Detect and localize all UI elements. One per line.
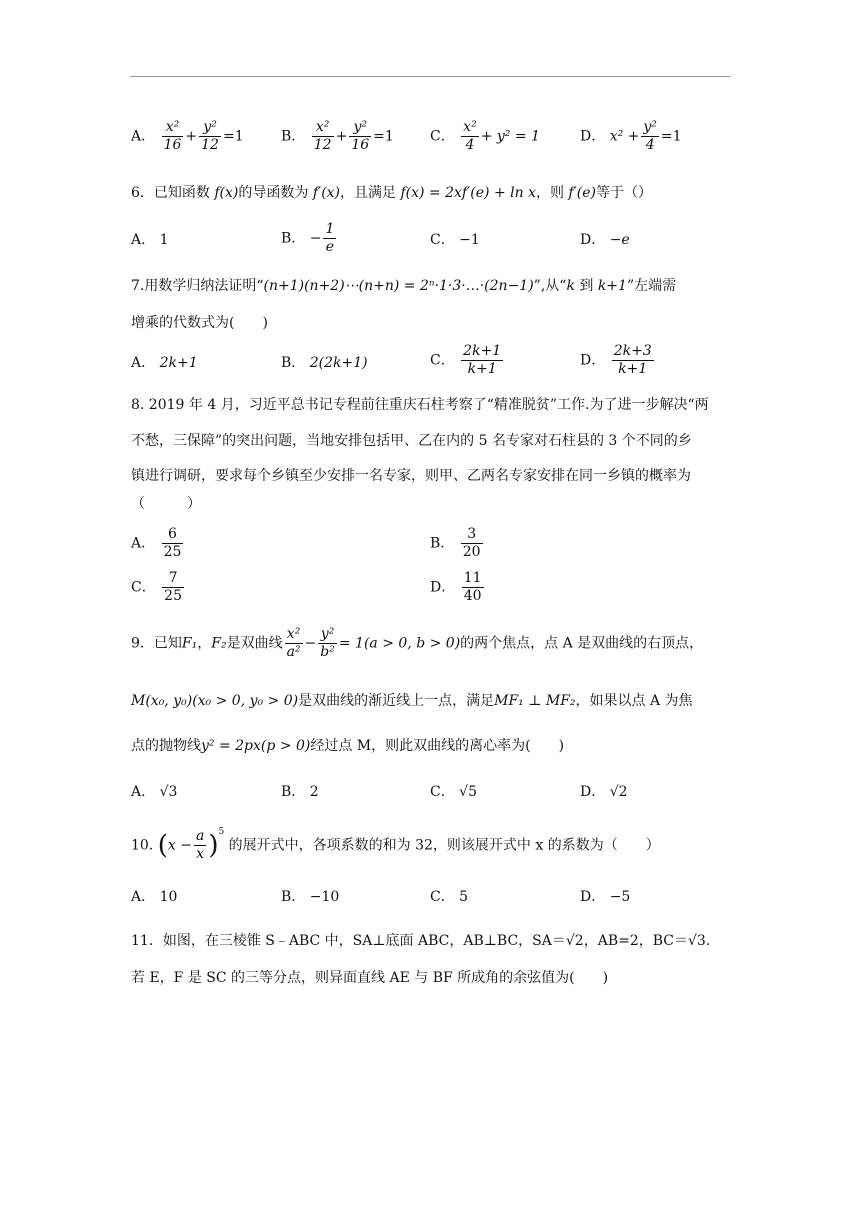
q8-line2: 不愁，三保障”的突出问题，当地安排包括甲、乙在内的 5 名专家对石柱县的 3 个不同的乡	[131, 433, 692, 449]
fraction: $\frac{3}{20}$	[462, 526, 481, 560]
q9-option-d[interactable]: D． √2	[580, 784, 628, 800]
q9-line2: M(x₀, y₀)(x₀ > 0, y₀ > 0)是双曲线的渐近线上一点，满足MF₁ ⊥ MF₂，如果以点 A 为焦	[131, 693, 693, 709]
q5-option-d[interactable]: D． x² + $\frac{\text{y²}}{4}$ =1	[580, 119, 682, 153]
q6-stem: 6．已知函数 f(x)的导函数为 f′(x)，且满足 f(x) = 2xf′(e) + ln x，则 f′(e)等于（）	[131, 185, 652, 201]
q9-option-a[interactable]: A． √3	[131, 784, 178, 800]
fraction: $\frac{a}{x}$	[195, 828, 205, 862]
fraction: $\frac{6}{25}$	[163, 526, 182, 560]
fraction: $\frac{\text{x²}}{4}$	[463, 119, 477, 153]
q8-line3: 镇进行调研，要求每个乡镇至少安排一名专家，则甲、乙两名专家安排在同一乡镇的概率为	[131, 468, 691, 484]
q5-option-a[interactable]: A． $\frac{\text{x²}}{16}$ + $\frac{\text{y²}}{12}$ =1	[131, 119, 244, 153]
q10-stem: 10. (x − $\frac{a}{x}$ )$^5$ 的展开式中，各项系数的和为 32，则该展开式中 x 的系数为（ ）	[131, 826, 660, 862]
q10-option-d[interactable]: D． −5	[580, 889, 631, 905]
q9-line3: 点的抛物线y² = 2px(p > 0)经过点 M，则此双曲线的离心率为( )	[131, 738, 565, 754]
q7-stem: 7.用数学归纳法证明“(n+1)(n+2)⋯(n+n) = 2ⁿ·1·3·…·(2n−1)”,从“k 到 k+1”左端需	[131, 278, 677, 294]
q9-line1: 9．已知F₁，F₂是双曲线 $\frac{\text{x²}}{\text{a²}}$ − $\frac{\text{y²}}{\text{b²}}$ = 1(a > 0, b > 0)的两个焦点，点 A 是双曲线的右顶点，	[131, 626, 704, 660]
fraction: $\frac{\text{x²}}{\text{a²}}$	[286, 626, 301, 660]
q7-option-a[interactable]: A． 2k+1	[131, 355, 198, 371]
fraction: $\frac{\text{x²}}{12}$	[313, 119, 332, 153]
fraction: $\frac{\text{y²}}{16}$	[351, 119, 370, 153]
fraction: $\frac{11}{40}$	[463, 570, 482, 604]
q7-stem-line2: 增乘的代数式为( )	[131, 315, 268, 331]
fraction: $\frac{\text{y²}}{\text{b²}}$	[320, 626, 335, 660]
fraction: $\frac{\text{x²}}{16}$	[163, 119, 182, 153]
q6-option-a[interactable]: A． 1	[131, 232, 169, 248]
q10-option-c[interactable]: C． 5	[430, 889, 469, 905]
q8-option-b[interactable]: B． $\frac{3}{20}$	[430, 526, 481, 560]
q8-line4: （ ）	[131, 496, 201, 512]
q11-line2: 若 E，F 是 SC 的三等分点，则异面直线 AE 与 BF 所成角的余弦值为( )	[131, 970, 609, 986]
fraction: $\frac{2k+1}{k+1}$	[463, 343, 502, 377]
q7-option-b[interactable]: B． 2(2k+1)	[281, 355, 368, 371]
q8-option-a[interactable]: A． $\frac{6}{25}$	[131, 526, 182, 560]
q10-option-b[interactable]: B． −10	[281, 889, 340, 905]
q10-option-a[interactable]: A． 10	[131, 889, 178, 905]
q11-line1: 11．如图，在三棱锥 S﹣ABC 中，SA⊥底面 ABC，AB⊥BC，SA＝√2，AB=2，BC＝√3.	[131, 933, 711, 949]
q6-option-c[interactable]: C． −1	[430, 232, 480, 248]
header-rule	[130, 76, 730, 77]
q6-option-d[interactable]: D． −e	[580, 232, 630, 248]
q5-option-c[interactable]: C． $\frac{\text{x²}}{4}$ + y² = 1	[430, 119, 540, 153]
fraction: $\frac{2k+3}{k+1}$	[613, 343, 652, 377]
fraction: $\frac{\text{y²}}{4}$	[643, 119, 657, 153]
q7-option-c[interactable]: C． $\frac{2k+1}{k+1}$	[430, 343, 502, 377]
q8-option-c[interactable]: C． $\frac{7}{25}$	[131, 570, 182, 604]
q5-option-b[interactable]: B． $\frac{\text{x²}}{12}$ + $\frac{\text{y²}}{16}$ =1	[281, 119, 394, 153]
fraction: $\frac{1}{e}$	[325, 221, 335, 255]
q9-option-b[interactable]: B． 2	[281, 784, 319, 800]
left-paren: (	[157, 830, 168, 861]
q9-option-c[interactable]: C． √5	[430, 784, 477, 800]
right-paren: )	[208, 830, 219, 861]
fraction: $\frac{7}{25}$	[164, 570, 182, 604]
q8-line1: 8. 2019 年 4 月，习近平总书记专程前往重庆石柱考察了“精准脱贫”工作.为了进一步解决“两	[131, 397, 709, 413]
q8-option-d[interactable]: D． $\frac{11}{40}$	[430, 570, 482, 604]
q6-option-b[interactable]: B． − $\frac{1}{e}$	[281, 221, 335, 255]
fraction: $\frac{\text{y²}}{12}$	[201, 119, 219, 153]
q7-option-d[interactable]: D． $\frac{2k+3}{k+1}$	[580, 343, 652, 377]
